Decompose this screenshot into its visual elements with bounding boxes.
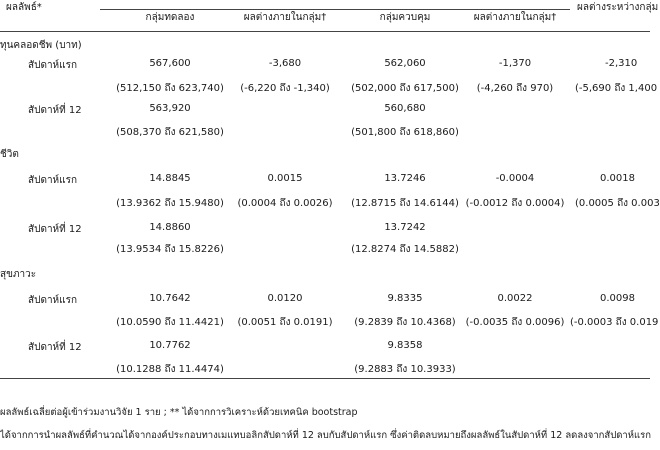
header-within-2: ผลต่างภายในกลุ่ม† xyxy=(473,12,557,23)
control-ci: (12.8274 ถึง 14.5882) xyxy=(351,244,459,255)
within2-ci: (-0.0035 ถึง 0.0096) xyxy=(465,317,565,328)
intervention-ci: (10.1288 ถึง 11.4474) xyxy=(116,364,224,375)
between-value: 0.0018 xyxy=(600,173,635,184)
control-mean: 562,060 xyxy=(384,58,426,69)
intervention-ci: (508,370 ถึง 621,580) xyxy=(116,127,224,138)
within2-value: -1,370 xyxy=(498,58,532,69)
row-label: สัปดาห์ที่ 12 xyxy=(28,224,82,235)
within1-value: 0.0015 xyxy=(267,173,303,184)
intervention-mean: 563,920 xyxy=(149,103,191,114)
header-bottom-rule xyxy=(0,31,650,32)
within1-ci: (0.0051 ถึง 0.0191) xyxy=(237,317,333,328)
between-value: 0.0098 xyxy=(600,293,635,304)
row-label: สัปดาห์แรก xyxy=(28,60,78,71)
section-title: สุขภาวะ xyxy=(0,269,37,280)
intervention-ci: (512,150 ถึง 623,740) xyxy=(116,83,224,94)
intervention-ci: (13.9534 ถึง 15.8226) xyxy=(116,244,224,255)
section-title: ชีวิต xyxy=(0,149,19,160)
within1-ci: (-6,220 ถึง -1,340) xyxy=(240,83,330,94)
control-mean: 9.8358 xyxy=(387,340,423,351)
header-control: กลุ่มควบคุม xyxy=(379,12,431,23)
row-label: สัปดาห์ที่ 12 xyxy=(28,105,82,116)
between-ci: (-0.0003 ถึง 0.019 xyxy=(570,317,659,328)
within2-ci: (-4,260 ถึง 970) xyxy=(476,83,554,94)
control-mean: 560,680 xyxy=(384,103,426,114)
within2-value: -0.0004 xyxy=(495,173,535,184)
row-label: สัปดาห์ที่ 12 xyxy=(28,342,82,353)
intervention-mean: 10.7762 xyxy=(149,340,191,351)
intervention-mean: 567,600 xyxy=(149,58,191,69)
within1-ci: (0.0004 ถึง 0.0026) xyxy=(237,198,333,209)
control-mean: 9.8335 xyxy=(387,293,423,304)
control-ci: (12.8715 ถึง 14.6144) xyxy=(351,198,459,209)
footnote-2: ได้จากการนำผลลัพธ์ที่คำนวณได้จากองค์ประกอบทางเมแทบอลิกสัปดาห์ที่ 12 ลบกับสัปดาห์แรก ซึ่งค่าติดลบหมายถึงผลลัพธ์ในสัปดาห์ที่ 12 ลดลงจากสัปดาห์แรก xyxy=(0,430,652,441)
intervention-ci: (13.9362 ถึง 15.9480) xyxy=(116,198,224,209)
intervention-mean: 10.7642 xyxy=(149,293,191,304)
within1-value: 0.0120 xyxy=(267,293,303,304)
control-mean: 13.7242 xyxy=(384,222,426,233)
between-value: -2,310 xyxy=(605,58,638,69)
intervention-mean: 14.8860 xyxy=(149,222,191,233)
control-ci: (502,000 ถึง 617,500) xyxy=(351,83,459,94)
row-label: สัปดาห์แรก xyxy=(28,295,78,306)
within2-ci: (-0.0012 ถึง 0.0004) xyxy=(465,198,565,209)
footnote-1: ผลลัพธ์เฉลี่ยต่อผู้เข้าร่วมงานวิจัย 1 ราย ; ** ได้จากการวิเคราะห์ด้วยเทคนิค bootstrap xyxy=(0,407,358,418)
control-ci: (501,800 ถึง 618,860) xyxy=(351,127,459,138)
control-ci: (9.2839 ถึง 10.4368) xyxy=(354,317,456,328)
header-outcome: ผลลัพธ์* xyxy=(6,2,42,13)
section-title: ทุนคลอดชีพ (บาท) xyxy=(0,40,82,51)
row-label: สัปดาห์แรก xyxy=(28,175,78,186)
header-between: ผลต่างระหว่างกลุ่ม xyxy=(577,2,659,13)
table-bottom-rule xyxy=(0,378,650,379)
within2-value: 0.0022 xyxy=(497,293,533,304)
intervention-mean: 14.8845 xyxy=(149,173,191,184)
between-ci: (0.0005 ถึง 0.003 xyxy=(575,198,660,209)
control-mean: 13.7246 xyxy=(384,173,426,184)
intervention-ci: (10.0590 ถึง 11.4421) xyxy=(116,317,224,328)
control-ci: (9.2883 ถึง 10.3933) xyxy=(354,364,456,375)
between-ci: (-5,690 ถึง 1,400 xyxy=(575,83,658,94)
header-intervention: กลุ่มทดลอง xyxy=(145,12,195,23)
within1-value: -3,680 xyxy=(268,58,302,69)
header-within-1: ผลต่างภายในกลุ่ม† xyxy=(243,12,327,23)
